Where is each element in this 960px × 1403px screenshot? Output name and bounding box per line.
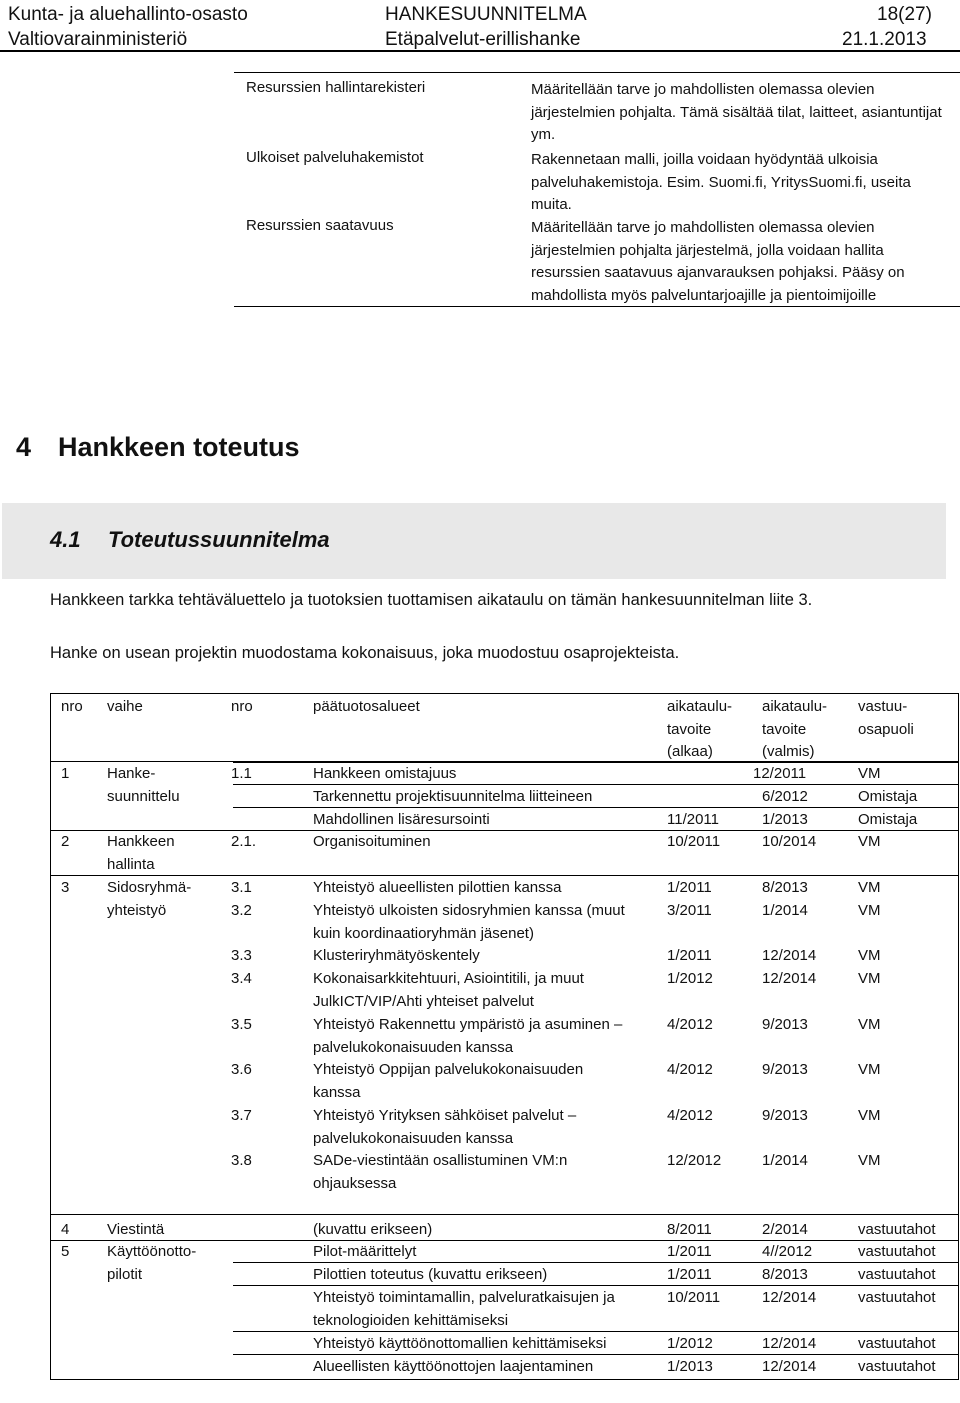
phase-name: Sidosryhmä- yhteistyö [107, 879, 192, 919]
row-outcome: Pilottien toteutus (kuvattu erikseen) [313, 1266, 548, 1283]
page-header [0, 0, 960, 55]
phase-number: 4 [61, 1221, 70, 1238]
row-outcome: Hankkeen omistajuus [313, 765, 457, 782]
header-page-number: 18(27) [877, 4, 932, 25]
header-date: 21.1.2013 [842, 29, 927, 50]
col-header-end: aikataulu- tavoite (valmis) [762, 698, 828, 760]
row-outcome: Yhteistyö käyttöönottomallien kehittämiseksi [313, 1335, 607, 1352]
row-outcome: Yhteistyö Rakennettu ympäristö ja asuminen – palvelukokonaisuuden kanssa [313, 1016, 623, 1056]
row-start: 8/2011 [667, 1221, 712, 1238]
header-ministry: Valtiovarainministeriö [8, 29, 188, 50]
row-start: 12/2012 [667, 1152, 722, 1169]
row-end: 9/2013 [762, 1016, 808, 1033]
row-number: 3.8 [231, 1152, 252, 1169]
table-border-top [50, 693, 958, 694]
row-owner: VM [858, 1107, 881, 1124]
row-start: 10/2011 [667, 1289, 721, 1306]
row-end: 12/2011 [753, 765, 807, 782]
row-outcome: Yhteistyö alueellisten pilottien kanssa [313, 879, 562, 896]
phase-number: 2 [61, 833, 70, 850]
row-number: 3.2 [231, 902, 252, 919]
row-divider [50, 875, 958, 876]
phase-name: Hankkeen hallinta [107, 833, 175, 873]
row-start: 3/2011 [667, 902, 712, 919]
col-header-owner: vastuu- osapuoli [858, 698, 914, 738]
row-end: 1/2014 [762, 902, 808, 919]
row-divider [233, 1354, 958, 1355]
row-end: 6/2012 [762, 788, 808, 805]
row-outcome: Yhteistyö Yrityksen sähköiset palvelut – palvelukokonaisuuden kanssa [313, 1107, 577, 1147]
row-owner: vastuutahot [858, 1266, 936, 1283]
body-paragraph: Hanke on usean projektin muodostama kokonaisuus, joka muodostuu osaprojekteista. [50, 644, 680, 662]
row-divider [233, 1331, 958, 1332]
row-owner: vastuutahot [858, 1358, 936, 1375]
row-number: 3.3 [231, 947, 252, 964]
row-outcome: Organisoituminen [313, 833, 431, 850]
row-end: 12/2014 [762, 1289, 817, 1306]
row-end: 8/2013 [762, 879, 808, 896]
row-outcome: Yhteistyö ulkoisten sidosryhmien kanssa (muut kuin koordinaatioryhmän jäsenet) [313, 902, 625, 942]
header-project: Etäpalvelut-erillishanke [385, 29, 581, 50]
row-divider [50, 830, 958, 831]
row-start: 1/2011 [667, 1243, 712, 1260]
row-outcome: Klusteriryhmätyöskentely [313, 947, 480, 964]
row-outcome: Kokonaisarkkitehtuuri, Asiointitili, ja muut JulkICT/VIP/Ahti yhteiset palvelut [313, 970, 584, 1010]
row-owner: VM [858, 1152, 881, 1169]
row-end: 12/2014 [762, 970, 817, 987]
row-start: 4/2012 [667, 1016, 713, 1033]
row-owner: VM [858, 765, 881, 782]
row-start: 10/2011 [667, 833, 721, 850]
row-owner: VM [858, 1016, 881, 1033]
row-start: 1/2013 [667, 1358, 713, 1375]
col-header-phase: vaihe [107, 698, 143, 715]
row-owner: vastuutahot [858, 1335, 936, 1352]
row-start: 1/2011 [667, 879, 712, 896]
row-start: 1/2011 [667, 947, 712, 964]
row-start: 1/2012 [667, 970, 713, 987]
resource-name: Ulkoiset palveluhakemistot [246, 149, 424, 166]
row-end: 9/2013 [762, 1061, 808, 1078]
resource-description: Määritellään tarve jo mahdollisten olemassa olevien järjestelmien pohjalta järjestelmä, jolla voidaan hallita resurssien saatavuus ajanvarauksen pohjaksi. Pääsy on mahdollista myös palveluntarjoajille ja pientoimijoille [531, 219, 905, 304]
row-end: 1/2013 [762, 811, 808, 828]
table-border-right [958, 693, 959, 1380]
row-divider [50, 1240, 958, 1241]
row-end: 10/2014 [762, 833, 817, 850]
subsection-number: 4.1 [50, 527, 81, 552]
row-end: 4//2012 [762, 1243, 813, 1260]
subsection-title: Toteutussuunnitelma [108, 527, 330, 552]
phase-number: 5 [61, 1243, 70, 1260]
section-title: Hankkeen toteutus [58, 432, 300, 462]
header-department: Kunta- ja aluehallinto-osasto [8, 4, 248, 25]
resource-description: Rakennetaan malli, joilla voidaan hyödyntää ulkoisia palveluhakemistoja. Esim. Suomi.fi, YritysSuomi.fi, useita muita. [531, 151, 911, 213]
row-start: 4/2012 [667, 1061, 713, 1078]
row-outcome: Tarkennettu projektisuunnitelma liitteineen [313, 788, 593, 805]
phase-name: Hanke- suunnittelu [107, 765, 180, 805]
row-outcome: Yhteistyö toimintamallin, palveluratkaisujen ja teknologioiden kehittämiseksi [313, 1289, 615, 1329]
row-outcome: Pilot-määrittelyt [313, 1243, 417, 1260]
row-owner: Omistaja [858, 811, 918, 828]
header-doc-type: HANKESUUNNITELMA [385, 4, 587, 25]
row-divider [50, 1214, 958, 1215]
resource-name: Resurssien saatavuus [246, 217, 394, 234]
row-number: 3.5 [231, 1016, 252, 1033]
header-divider [0, 50, 960, 52]
row-owner: VM [858, 947, 881, 964]
row-divider [233, 784, 958, 785]
row-outcome: (kuvattu erikseen) [313, 1221, 433, 1238]
row-number: 3.6 [231, 1061, 252, 1078]
row-end: 12/2014 [762, 947, 817, 964]
section-number: 4 [16, 432, 32, 462]
row-divider [233, 1285, 958, 1286]
col-header-sub-nro: nro [231, 698, 253, 715]
row-divider [233, 807, 958, 808]
phase-number: 3 [61, 879, 70, 896]
schedule-table [50, 693, 960, 1383]
row-end: 12/2014 [762, 1335, 817, 1352]
phase-name: Viestintä [107, 1221, 165, 1238]
row-start: 11/2011 [667, 811, 719, 828]
col-header-nro: nro [61, 698, 83, 715]
row-outcome: Mahdollinen lisäresursointi [313, 811, 490, 828]
row-number: 1.1 [231, 765, 252, 782]
table-border-bottom [50, 1379, 958, 1380]
phase-name: Käyttöönotto- pilotit [107, 1243, 197, 1283]
row-number: 3.7 [231, 1107, 252, 1124]
phase-number: 1 [61, 765, 70, 782]
row-number: 3.4 [231, 970, 252, 987]
col-header-start: aikataulu- tavoite (alkaa) [667, 698, 733, 760]
row-end: 8/2013 [762, 1266, 808, 1283]
row-number: 2.1. [231, 833, 257, 850]
subsection-heading [50, 527, 330, 553]
row-owner: VM [858, 1061, 881, 1078]
row-outcome: Alueellisten käyttöönottojen laajentaminen [313, 1358, 594, 1375]
row-owner: vastuutahot [858, 1289, 936, 1306]
row-owner: VM [858, 833, 881, 850]
row-owner: vastuutahot [858, 1243, 936, 1260]
row-end: 12/2014 [762, 1358, 817, 1375]
row-end: 1/2014 [762, 1152, 808, 1169]
resource-name: Resurssien hallintarekisteri [246, 79, 426, 96]
row-start: 4/2012 [667, 1107, 713, 1124]
resource-description: Määritellään tarve jo mahdollisten olemassa olevien järjestelmien pohjalta. Tämä sisältää tilat, laitteet, asiantuntijat ym. [531, 81, 942, 143]
table-border-top [234, 72, 960, 73]
row-end: 2/2014 [762, 1221, 808, 1238]
row-start: 1/2012 [667, 1335, 713, 1352]
body-paragraph: Hankkeen tarkka tehtäväluettelo ja tuotoksien tuottamisen aikataulu on tämän hankesuunnitelman liite 3. [50, 591, 813, 609]
row-divider [233, 1262, 958, 1263]
row-end: 9/2013 [762, 1107, 808, 1124]
row-owner: VM [858, 902, 881, 919]
row-owner: VM [858, 879, 881, 896]
section-heading [16, 432, 300, 463]
row-owner: VM [858, 970, 881, 987]
row-start: 1/2011 [667, 1266, 712, 1283]
row-owner: Omistaja [858, 788, 918, 805]
row-owner: vastuutahot [858, 1221, 936, 1238]
row-outcome: Yhteistyö Oppijan palvelukokonaisuuden kanssa [313, 1061, 584, 1101]
row-number: 3.1 [231, 879, 252, 896]
row-outcome: SADe-viestintään osallistuminen VM:n ohjauksessa [313, 1152, 568, 1192]
col-header-outcome: päätuotosalueet [313, 698, 420, 715]
table-border-left [50, 693, 51, 1380]
